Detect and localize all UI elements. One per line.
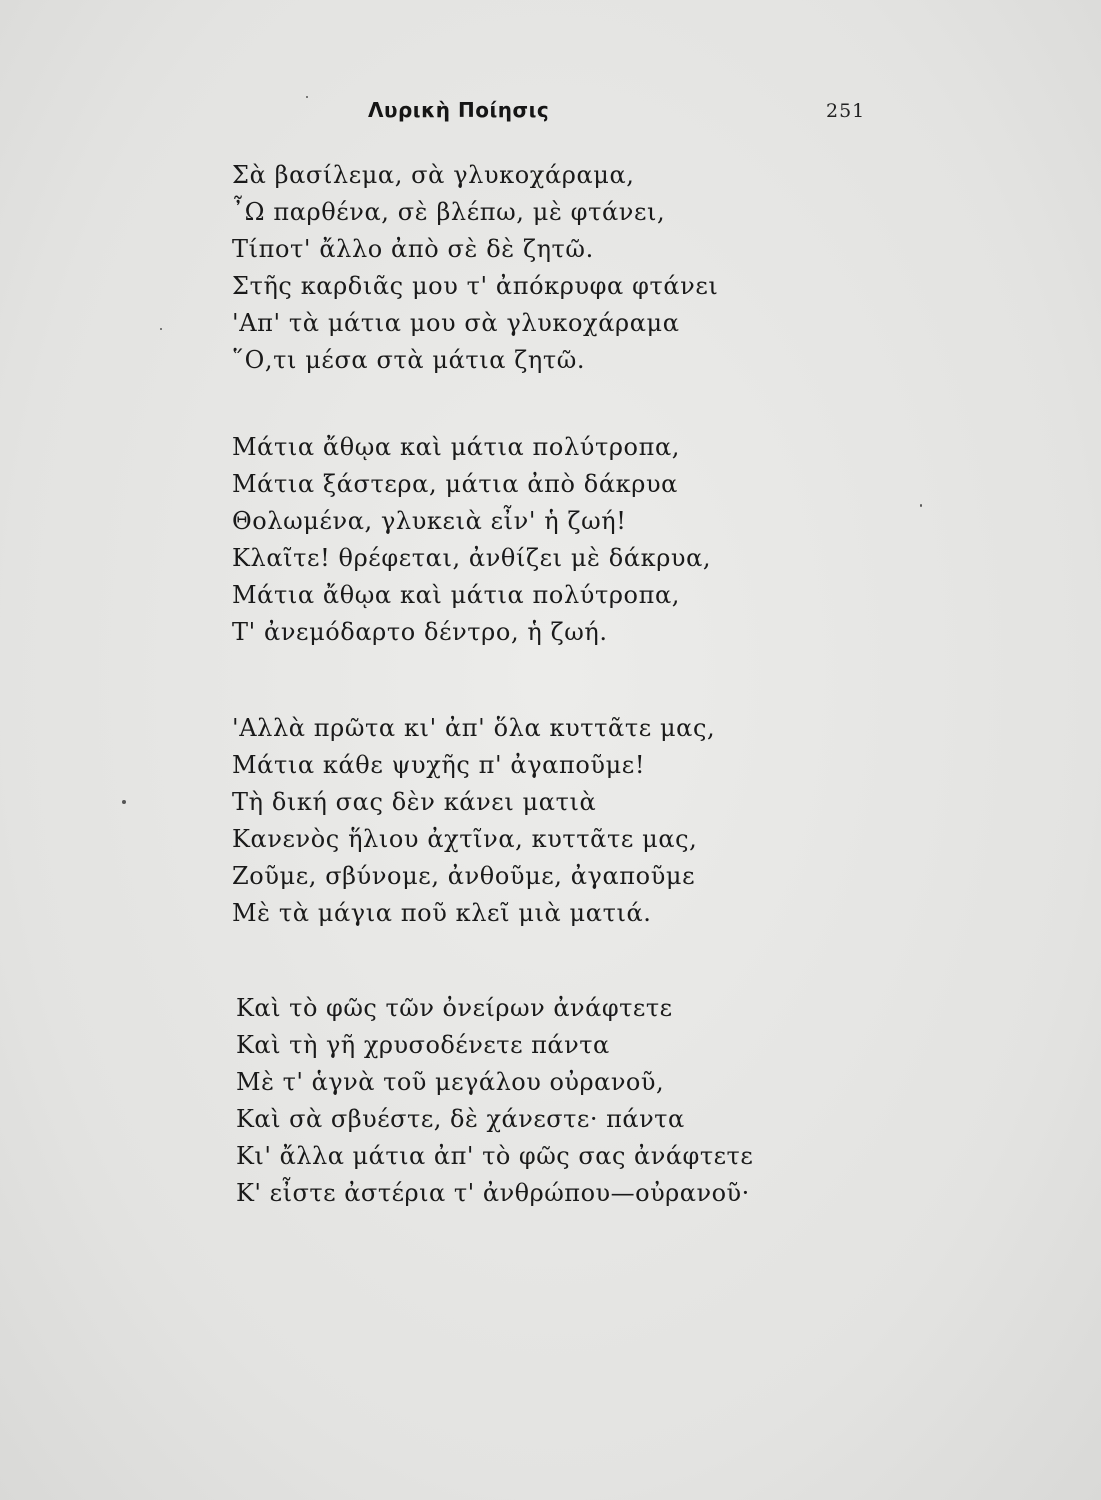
poem-line: Ζοῦμε, σβύνομε, ἀνθοῦμε, ἀγαποῦμε — [232, 862, 696, 890]
page-number: 251 — [826, 100, 866, 122]
stanza-2 — [232, 429, 792, 651]
running-head-title: Λυρικὴ Ποίησις — [368, 98, 550, 122]
poem-line: Θολωμένα, γλυκειὰ εἶν' ἡ ζωή! — [232, 507, 627, 535]
poem-line: Κλαῖτε! θρέφεται, ἀνθίζει μὲ δάκρυα, — [232, 544, 712, 572]
poem-line: Τ' ἀνεμόδαρτο δέντρο, ἡ ζωή. — [232, 618, 608, 646]
stanza-4 — [236, 990, 796, 1212]
running-head — [0, 98, 1101, 128]
poem-line: Κ' εἶστε ἀστέρια τ' ἀνθρώπου—οὐρανοῦ· — [236, 1179, 750, 1207]
poem-line: Μὲ τ' ἁγνὰ τοῦ μεγάλου οὐρανοῦ, — [236, 1068, 665, 1096]
poem-line: Μάτια ἄθῳα καὶ μάτια πολύτροπα, — [232, 433, 681, 461]
poem-line: Στῆς καρδιᾶς μου τ' ἀπόκρυφα φτάνει — [232, 272, 719, 300]
poem-line: Τίποτ' ἄλλο ἀπὸ σὲ δὲ ζητῶ. — [232, 235, 594, 263]
stanza-3 — [232, 710, 792, 932]
stanza-1 — [232, 157, 792, 379]
ink-speck — [920, 504, 922, 507]
poem-line: Σὰ βασίλεμα, σὰ γλυκοχάραμα, — [232, 161, 635, 189]
poem-line: ῏Ω παρθένα, σὲ βλέπω, μὲ φτάνει, — [232, 198, 666, 226]
poem-line: 'Απ' τὰ μάτια μου σὰ γλυκοχάραμα — [232, 309, 680, 337]
ink-speck — [306, 96, 308, 98]
poem-line: Τὴ δική σας δὲν κάνει ματιὰ — [232, 788, 597, 816]
poem-line: Καὶ τὸ φῶς τῶν ὀνείρων ἀνάφτετε — [236, 994, 673, 1022]
ink-speck — [160, 328, 162, 330]
poem-line: Μάτια ξάστερα, μάτια ἀπὸ δάκρυα — [232, 470, 678, 498]
poem-line: Μάτια κάθε ψυχῆς π' ἀγαποῦμε! — [232, 751, 646, 779]
ink-speck — [122, 800, 126, 804]
poem-line: Μὲ τὰ μάγια ποῦ κλεῖ μιὰ ματιά. — [232, 899, 652, 927]
poem-line: Κι' ἄλλα μάτια ἀπ' τὸ φῶς σας ἀνάφτετε — [236, 1142, 754, 1170]
poem-line: 'Αλλὰ πρῶτα κι' ἀπ' ὅλα κυττᾶτε μας, — [232, 714, 716, 742]
poem-line: Κανενὸς ἥλιου ἀχτῖνα, κυττᾶτε μας, — [232, 825, 698, 853]
poem-line: Καὶ σὰ σβυέστε, δὲ χάνεστε· πάντα — [236, 1105, 685, 1133]
poem-line: ῞Ο,τι μέσα στὰ μάτια ζητῶ. — [232, 346, 586, 374]
poem-line: Μάτια ἄθῳα καὶ μάτια πολύτροπα, — [232, 581, 681, 609]
poem-line: Καὶ τὴ γῆ χρυσοδένετε πάντα — [236, 1031, 610, 1059]
